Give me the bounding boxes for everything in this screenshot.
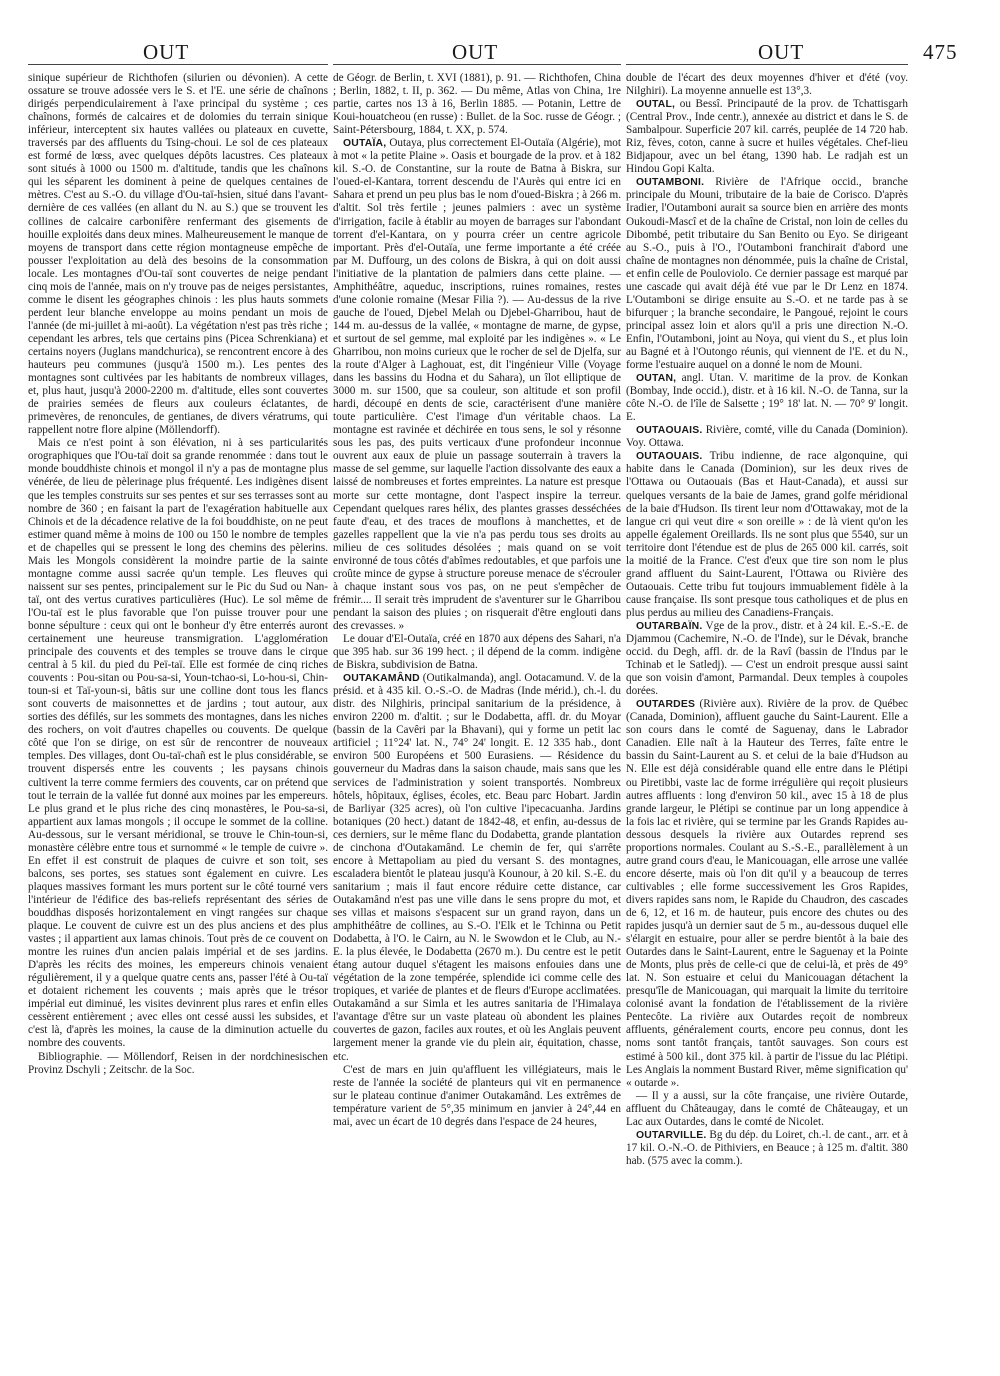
entry-paragraph	[28, 437, 328, 1050]
entry-headword: OUTAOUAIS.	[636, 425, 703, 437]
entry-paragraph	[333, 633, 621, 672]
entry-text: double de l'écart des deux moyennes d'hiver et d'été (voy. Nilghiri). La moyenne annuelle est 13°,3.	[626, 72, 908, 98]
entry-paragraph	[626, 1090, 908, 1129]
entry-text: (Outikalmanda), angl. Ootacamund. V. de la présid. et à 435 kil. O.-S.-O. de Madras (Inde mérid.), ch.-l. du distr. des Nilghiris, principal sanitarium de la présidence, à environ 2200 m. d'altit. ; sur le Dodabetta, affl. dr. du Moyar (bassin de la Cavêri par la Bhavani), qui y forme un petit lac artificiel ; 11°24' lat. N., 74° 24' longit. E. 12 335 hab., dont environ 500 Européens et 500 Eurasiens. — Résidence du gouverneur du Madras dans la saison chaude, mais sans que les services de l'administration y soient transportés. Nombreux hôtels, hôpitaux, églises, écoles, etc. Beau parc Hobart. Jardin de Barliyar (325 acres), où l'on cultive l'ipecacuanha. Jardins botaniques (20 hect.) datant de 1842-48, et enfin, au-dessus de ces derniers, sur le même flanc du Dodabetta, grande plantation de cinchona d'Outakamând. Le chemin de fer, qui s'arrête encore à Mettapoliam au pied du versant S. des montagnes, escaladera bientôt le plateau jusqu'à Kounour, à 20 kil. S.-E. du sanitarium ; mais il faut encore réduire cette distance, car Outakamând n'est pas une ville dans le sens propre du mot, et ses villas et maisons s'espacent sur un grand rayon, dans un amphithéâtre de collines, au S.-O. l'Elk et le Tchinna ou Petit Dodabetta, à l'O. le Cairn, au N. le Swowdon et le Club, au N.-E. la plus élevée, le Dodabetta (2670 m.). Du centre est le petit étang autour duquel s'étagent les maisons enfouies dans une végétation de la zone tempérée, splendide ici comme celle des tropiques, et variée de plantes et de fleurs d'Europe acclimatées. Outakamând a sur Simla et les autres sanitaria de l'Himalaya l'avantage d'être sur un vaste plateau où abondent les plaines couvertes de gazon, faciles aux routes, et où les Anglais peuvent largement mener la grande vie du plein air, équitation, chasse, etc.	[333, 672, 621, 1063]
entry-text: (Rivière aux). Rivière de la prov. de Québec (Canada, Dominion), affluent gauche du Saint-Laurent. Elle a son cours dans le comté de Saguenay, dans le Labrador Canadien. Elle naît à la Hauteur des Terres, faîte entre le bassin du Saint-Laurent au S. et celui de la baie d'Hudson au N. Elle est déjà considérable quand elle entre dans le Plétipi ou Piretibbi, vaste lac de forme irrégulière qui reçoit plusieurs autres affluents : long d'environ 50 kil., avec 15 à 18 de plus grande largeur, le Plétipi se continue par un long appendice à la fois lac et rivière, qui se termine par les Grands Rapides au-dessous desquels la rivière aux Outardes reprend ses proportions normales. Coulant au S.-S.-E., parallèlement à un autre grand cours d'eau, le Manicouagan, elle arrose une vallée encore déserte, mais où l'on dit qu'il y a beaucoup de terres cultivables ; elle forme successivement les Gros Rapides, divers rapides sans nom, le Rapide du Chaudron, des cascades de 6, 12, et 16 m. de hauteur, puis encore des chutes ou des rapides jusqu'à un dernier saut de 5 m., au-dessous duquel elle s'élargit en estuaire, pour aller se perdre bientôt à la baie des Outardes dans le Saint-Laurent, entre le Saguenay et la Pointe de Monts, plus près de celle-ci que de celui-là, et près de 49° lat. N. Son estuaire et celui du Manicouagan détachent la presqu'île de Manicouagan, qui marquait la limite du territoire colonisé avant la fondation de l'établissement de la rivière Pentecôte. La rivière aux Outardes reçoit de nombreux affluents, généralement courts, encore peu connus, dont les noms sont tantôt français, tantôt sauvages. Son cours est estimé à 500 kil., dont 375 kil. à partir de l'issue du lac Plétipi. Les Anglais la nomment Bustard River, même signification qu' « outarde ».	[626, 698, 908, 1089]
entry-paragraph	[333, 137, 621, 633]
entry-text: C'est de mars en juin qu'affluent les villégiateurs, mais le reste de l'année la société de planteurs qui vit en permanence sur le plateau continue d'animer Outakamând. Les extrêmes de température varient de 5°,35 minimum en janvier à 24°,44 en mai, avec un écart de 10 degrés dans l'espace de 24 heures,	[333, 1063, 621, 1128]
entry-text: Rivière, comté, ville du Canada (Dominion). Voy. Ottawa.	[626, 424, 908, 450]
entry-paragraph	[333, 72, 621, 137]
entry-text: angl. Utan. V. maritime de la prov. de Konkan (Bombay, Inde occid.), distr. et à 16 kil. N.-O. de Tanna, sur la côte N.-O. de l'île de Salsette ; 19° 18' lat. N. — 70° 9' longit. E.	[626, 372, 908, 424]
entry-headword: OUTAMBONI.	[636, 177, 705, 189]
entry-text: Le douar d'El-Outaïa, créé en 1870 aux dépens des Sahari, n'a que 395 hab. sur 36 199 hect. ; il dépend de la comm. indigène de Biskra, subdivision de Batna.	[333, 633, 621, 672]
entry-text: sinique supérieur de Richthofen (silurien ou dévonien). A cette ossature se trouve adossée vers le S. et l'E. une série de chaînons dirigés perpendiculairement à l'axe principal du système ; ces chaînons, formés de calcaires et de dolomies du terrain sinique inférieur, interceptent six hautes vallées ou plateaux en cuvette, traversés par des affluents du Tsing-choui. Le sol de ces plateaux est formé de lœss, avec quelques dépôts lacustres. Ces plateaux sont situés à 1000 ou 1500 m. d'altitude, tandis que les chaînons qui les séparent les dominent à peine de quelques centaines de mètres. C'est au S.-O. du village d'Ou-taï-hsien, situé dans l'avant-dernière de ces vallées (en allant du N. au S.) que se trouvent les collines de calcaire carbonifère renfermant des gisements de houille exploités dans deux mines. Malheureusement le manque de moyens de transport dans cette région montagneuse empêche de pousser l'exploitation au delà des besoins de la consommation locale. Les montagnes d'Ou-taï sont couvertes de neige pendant cinq mois de l'année, mais on n'y trouve pas de neiges persistantes, comme le disent les géographes chinois : les plus hauts sommets perdent leur blanche enveloppe au moins pendant un mois de l'année (de mi-juillet à mi-août). La végétation n'est pas très riche ; cependant les arbres, tels que certains pins (Picea Schrenkiana) et certains noyers (Juglans mandchurica), se rencontrent encore à des hauteurs peu communes (jusqu'à 1500 m.). Les pentes des montagnes sont cultivées par les habitants de nombreux villages, et, plus haut, jusqu'à 2000-2200 m. d'altitude, elles sont couvertes de prairies semées de fleurs aux couleurs éclatantes, de primevères, de renoncules, de gentianes, de divers vératrums, qui rappellent notre flore alpine (Möllendorff).	[28, 72, 328, 437]
entry-headword: OUTAOUAIS.	[636, 451, 703, 463]
entry-text: Rivière de l'Afrique occid., branche principale du Mouni, tributaire de la baie de Corisco. D'après Iradier, l'Outamboni aurait sa source bien en arrière des monts Oukoudi-Mascî et de la chaîne de Cristal, non loin de celles du Dibombé, petit tributaire du San Benito ou Eyo. Se dirigeant au S.-O., puis à l'O., l'Outamboni franchirait d'abord une chaîne de montagnes non dénommée, puis la chaîne de Cristal, et enfin celle de Pouloviolo. Ce dernier passage est marqué par une cascade qui avait déjà été vue par le Dr Lenz en 1874. L'Outamboni se dirige ensuite au S.-O. et ne tarde pas à se bifurquer ; la branche secondaire, le Pangoué, rejoint le cours principal assez loin et alors qu'il a pris une direction N.-O. Enfin, l'Outamboni, joint au Noya, qui vient du S., et plus loin au Bagné et à l'Outongo réunis, qui viennent de l'E. et du N., forme l'estuaire auquel on a donné le nom de Mouni.	[626, 176, 908, 372]
entry-text: Vge de la prov., distr. et à 24 kil. E.-S.-E. de Djammou (Cachemire, N.-O. de l'Inde), sur le Dévak, branche occid. du Degh, affl. dr. de la Ravî (bassin de l'Indus par le Tchinab et le Satledj). — C'est un endroit presque aussi saint que son voisin d'amont, Parmandal. Deux temples à coupoles dorées.	[626, 619, 908, 698]
entry-headword: OUTAN,	[636, 373, 677, 385]
entry-headword: OUTAKAMÂND	[343, 673, 420, 685]
entry-paragraph	[28, 72, 328, 437]
entry-paragraph	[626, 176, 908, 372]
entry-headword: OUTARDES	[636, 699, 696, 711]
entry-paragraph	[626, 424, 908, 450]
entry-text: Bg du dép. du Loiret, ch.-l. de cant., arr. et à 17 kil. O.-N.-O. de Pithiviers, en Beauce ; à 125 m. d'altit. 380 hab. (575 avec la comm.).	[626, 1128, 908, 1167]
entry-text: Tribu indienne, de race algonquine, qui habite dans le Canada (Dominion), sur les deux rives de l'Ottawa ou Outaouais (Bas et Haut-Canada), et aussi sur quelques versants de la baie de James, grand golfe méridional de la baie d'Hudson. Ils tirent leur nom d'Ottawakay, mot de la langue cri qui veut dire « son oreille » : de là vient qu'on les appelle également Oreillards. Ils ne sont plus que 5540, sur un territoire dont l'étendue est de plus de 265 000 kil. carrés, soit la moitié de la France. C'est d'eux que tire son nom le plus grand affluent du Saint-Laurent, l'Ottawa ou Rivière des Outaouais. Cette tribu fut toujours immuablement fidèle à la cause française. Ils sont presque tous catholiques et de plus en plus perdus au milieu des Canadiens-Français.	[626, 450, 908, 619]
entry-text: Outaya, plus correctement El-Outaïa (Algérie), mot à mot « la petite Plaine ». Oasis et bourgade de la prov. et à 182 kil. S.-O. de Constantine, sur la route de Batna à Biskra, sur l'oued-el-Kantara, torrent descendu de l'Aurès qui entre ici en Sahara et prend un peu plus bas le nom d'oued-Biskra ; à 266 m. d'altit. Sol très fertile ; jeunes palmiers : avec un système d'irrigation, facile à établir au moyen de barrages sur l'abondant torrent d'el-Kantara, on y pourra créer un centre agricole important. Près d'el-Outaïa, une ferme importante a été créée par M. Duffourg, un des colons de Biskra, à qui on doit aussi l'initiative de la plantation de palmiers dans cette plaine. — Amphithéâtre, aqueduc, inscriptions, ruines romaines, restes d'une colonie romaine (Mesar Filia ?). — Au-dessus de la rive gauche de l'oued, Djebel Melah ou Djebel-Gharribou, haut de 144 m. au-dessus de la vallée, « montagne de marne, de gypse, et surtout de sel gemme, mal exploité par les indigènes ». « Le Gharribou, non moins curieux que le rocher de sel de Djelfa, sur la route d'Alger à Laghouat, est, dit l'ingénieur Ville (Voyage dans les bassins du Hodna et du Sahara), un îlot elliptique de 3000 m. sur 1500, que sa couleur, son altitude et son profil hardi, découpé en dents de scie, caractérisent d'une manière toute particulière. C'est l'image d'un véritable chaos. La montagne est ravinée et déchirée en tous sens, le sol y résonne sous les pas, des puits verticaux d'une profondeur inconnue ouvrent aux eaux de pluie un passage souterrain à travers la masse de sel gemme, sur laquelle l'action dissolvante des eaux a laissé de nombreuses et fortes empreintes. La nature est presque morte sur cette montagne, dont l'aspect inspire la terreur. Cependant quelques rares hélix, des plantes grasses desséchées faute d'eau, et des traces de mouflons à manchettes, et de gazelles rappellent que la vie n'a pas perdu tous ses droits au milieu de ces solitudes désolées ; mais quand on se voit environné de tous côtés d'abîmes redoutables, et que parfois une croûte mince de gypse à structure poreuse menace de s'écrouler à chaque instant sous vos pas, on ne peut s'empêcher de frémir.... Il serait très imprudent de s'aventurer sur le Gharribou pendant la saison des pluies ; on risquerait d'être englouti dans des crevasses. »	[333, 137, 621, 632]
entry-paragraph	[626, 698, 908, 1089]
entry-paragraph	[626, 1129, 908, 1168]
running-head-left: OUT	[143, 40, 190, 64]
page-number: 475	[923, 40, 958, 64]
header-rule-right	[626, 64, 908, 65]
running-head-right: OUT	[758, 40, 805, 64]
entry-paragraph	[626, 450, 908, 620]
header-rule-center	[333, 64, 621, 65]
entry-paragraph	[626, 620, 908, 698]
header-rule-left	[28, 64, 328, 65]
entry-paragraph	[333, 672, 621, 1063]
entry-paragraph	[333, 1064, 621, 1129]
entry-headword: OUTARBAÏN.	[636, 620, 703, 632]
entry-text: Mais ce n'est point à son élévation, ni à ses particularités orographiques que l'Ou-taï doit sa grande renommée : dans tout le monde bouddhiste chinois et mongol il n'y a pas de montagne plus vénérée, de lieu de pèlerinage plus fréquenté. Les indigènes disent que les temples construits sur ses pentes et sur ses terrasses sont au nombre de 360 ; en faisant la part de l'exagération habituelle aux Chinois et de la décadence relative de la foi bouddhiste, on ne peut estimer quand même à moins de 100 ou 150 le nombre de temples et de chapelles qui se pressent le long des chemins des pèlerins. Mais les Mongols considèrent la moindre partie de la sainte montagne comme aussi sacrée qu'un temple. Les fleuves qui naissent sur ses pentes, principalement sur le Pic du Sud ou Nan-taï, ont des vertus curatives particulières (Huc). Le sol même de l'Ou-taï est le plus favorable que l'on puisse trouver pour une bonne sépulture : ceux qui ont le bonheur d'y être enterrés auront certainement une heureuse transmigration. L'agglomération principale des couvents et des temples se trouve dans le cirque central à 5 kil. du pied du Peï-taï. Elle est formée de cinq riches couvents : Pou-sitan ou Pou-sa-si, Youn-tchao-si, Lo-hou-si, Chin-toun-si et Taï-youn-si, bâtis sur une colline dont tous les flancs sont couverts de maisonnettes et de jardins ; tout autour, aux sorties des défilés, sur les sommets des montagnes, dans les niches des rochers, on voit d'autres chapelles ou couvents. De quelque côté que l'on se dirige, on est sûr de rencontrer de nouveaux temples. Des villages, dont Ou-taï-chañ est le plus considérable, se trouvent dispersés entre les couvents ; les paysans chinois cultivent la terre comme fermiers des couvents, car on prétend que tout le terrain de la vallée fut donné aux moines par les empereurs. Le plus grand et le plus riche des cinq monastères, le Pou-sa-si, appartient aux lamas mongols ; il occupe le sommet de la colline. Au-dessous, sur le versant méridional, se trouve le Chin-toun-si, monastère célèbre entre tous et surnommé « le temple de cuivre ». En effet il est construit de plaques de cuivre et son toit, ses balcons, ses portes, ses statues sont également en cuivre. Les plaques massives formant les murs portent sur le côté tourné vers l'intérieur de l'édifice des bas-reliefs représentant des séries de bouddhas disposés horizontalement en vingt rangées sur chaque plaque. Le couvent de cuivre est un des plus anciens et des plus vastes ; il appartient aux lamas chinois. Tout près de ce couvent on montre les ruines d'un ancien palais impérial et de ses jardins. D'après les récits des moines, les empereurs chinois venaient régulièrement, il y a quelque quatre cents ans, passer l'été à Ou-taï et dotaient richement les couvents ; mais après que le trésor impérial eut diminué, les visites devinrent plus rares et enfin elles cessèrent entièrement ; avec elles ont cessé aussi les subsides, et c'est là, d'après les moines, la cause de la diminution actuelle du nombre des couvents.	[28, 437, 328, 1050]
text-column-2	[333, 72, 621, 1362]
entry-paragraph	[28, 1051, 328, 1077]
entry-headword: OUTAL,	[636, 99, 676, 111]
entry-text: ou Bessî. Principauté de la prov. de Tchattisgarh (Central Prov., Inde centr.), annexée au district et dans le S. de Sambalpour. Superficie 207 kil. carrés, peuplée de 14 720 hab. Riz, fèves, coton, canne à sucre et huiles végétales. Chef-lieu Bidjapour, avec un bel étang, 1390 hab. Le radjah est un Hindou Gopi Kalta.	[626, 98, 908, 176]
entry-paragraph	[626, 72, 908, 98]
running-head-center: OUT	[452, 40, 499, 64]
text-column-3	[626, 72, 908, 1362]
entry-text: Bibliographie. — Möllendorf, Reisen in der nordchinesischen Provinz Dschyli ; Zeitschr. de la Soc.	[28, 1050, 328, 1076]
entry-headword: OUTARVILLE.	[636, 1129, 707, 1141]
entry-text: de Géogr. de Berlin, t. XVI (1881), p. 91. — Richthofen, China ; Berlin, 1882, t. II, p. 362. — Du même, Atlas von China, 1re partie, cartes nos 13 à 16, Berlin 1885. — Potanin, Lettre de Koui-houatcheou (en russe) : Bullet. de la Soc. russe de Géogr. ; Saint-Pétersbourg, 1884, t. XX, p. 574.	[333, 72, 621, 137]
entry-headword: OUTAÏA,	[343, 138, 387, 150]
text-column-1	[28, 72, 328, 1362]
entry-text: — Il y a aussi, sur la côte française, une rivière Outarde, affluent du Châteaugay, dans le comté de Châteaugay, et un Lac aux Outardes, dans le comté de Nicolet.	[626, 1089, 908, 1128]
entry-paragraph	[626, 372, 908, 424]
page-header	[0, 40, 1000, 70]
entry-paragraph	[626, 98, 908, 176]
